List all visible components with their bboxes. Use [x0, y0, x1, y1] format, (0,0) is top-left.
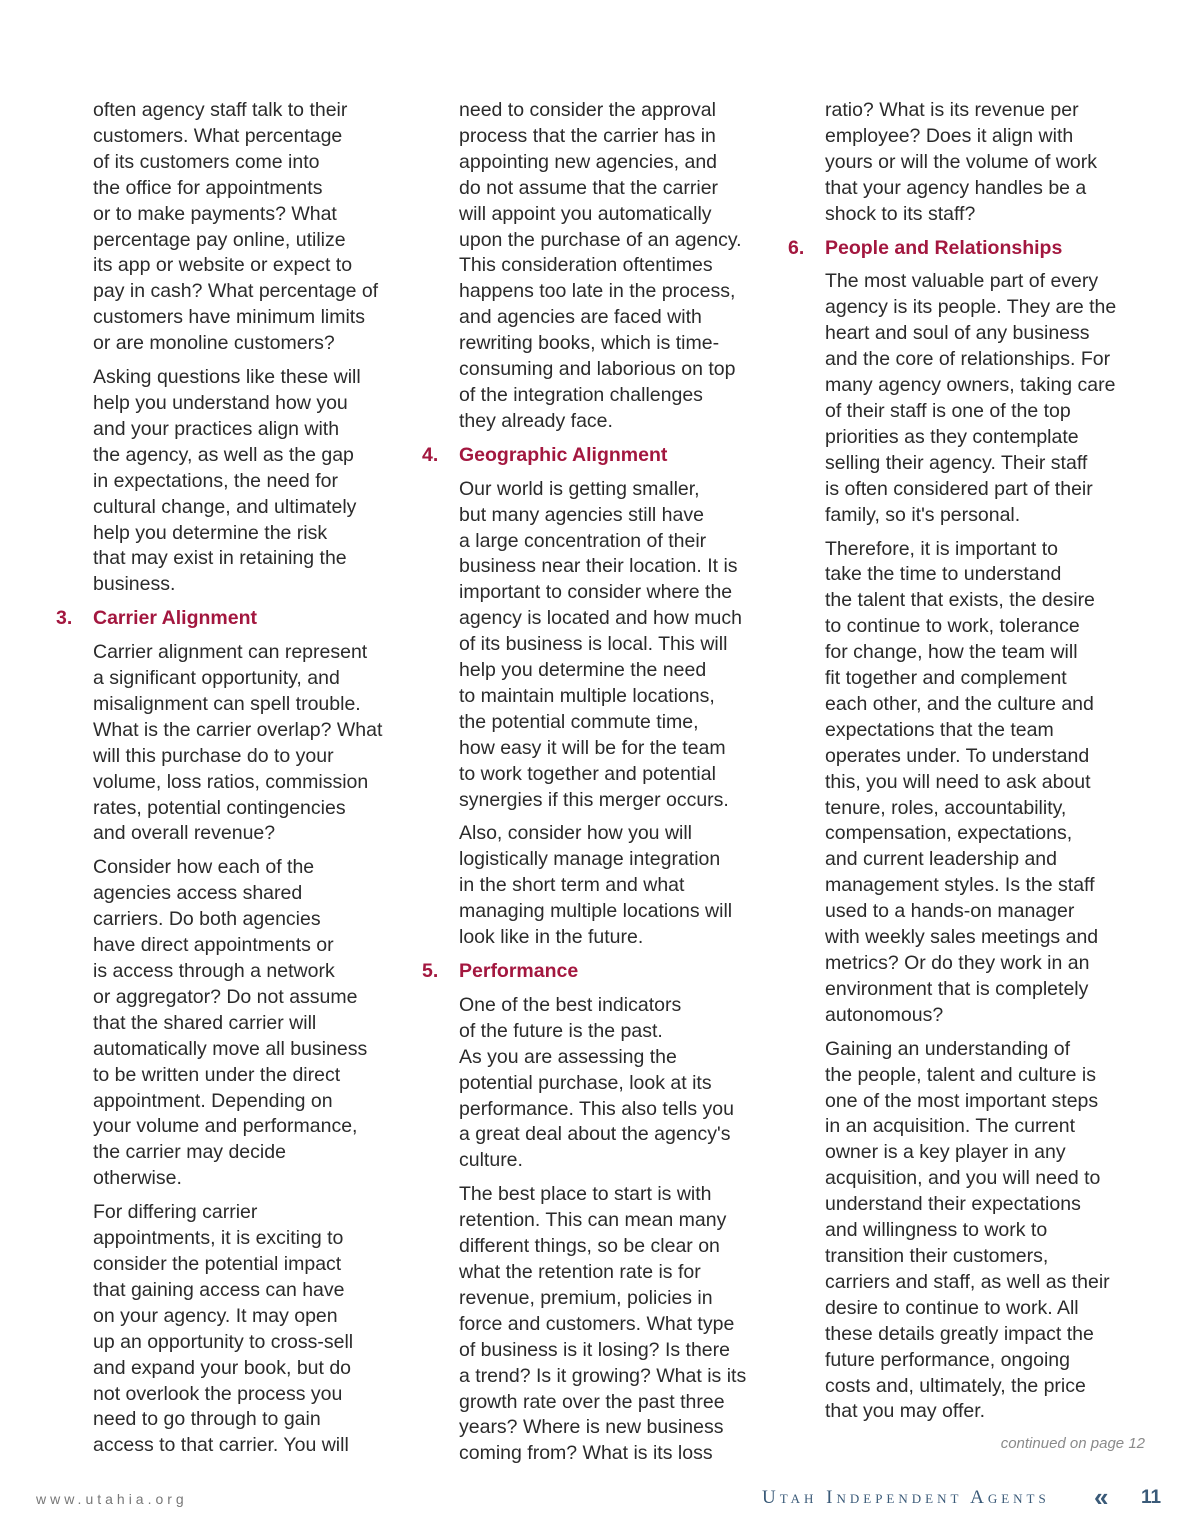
- section-title: People and Relationships: [825, 236, 1063, 259]
- paragraph: Gaining an understanding of the people, talent and culture is one of the most important steps in an acquisition. The current owner is a key player in any acquisition, and you will need to understand their expectations and willingness to work to transition their customers, carriers and staff, as well as their desire to continue to work. All these details greatly impact the future performance, ongoing costs and, ultimately, the price that you may offer.: [825, 1037, 1110, 1423]
- section-title: Geographic Alignment: [459, 443, 668, 466]
- chevron-left-icon: «: [1094, 1482, 1109, 1512]
- section-number: 4.: [422, 443, 439, 466]
- paragraph: often agency staff talk to their customers. What percentage of its customers come into the office for appointments or to make payments? What percentage pay online, utilize its app or website or expect to pay in cash? What percentage of customers have minimum limits or are monoline customers?: [93, 99, 379, 355]
- paragraph: Carrier alignment can represent a significant opportunity, and misalignment can spell trouble. What is the carrier overlap? What will this purchase do to your volume, loss ratios, commission rates, potential contingencies and overall revenue?: [93, 641, 383, 845]
- paragraph: The most valuable part of every agency is its people. They are the heart and soul of any business and the core of relationships. For many agency owners, taking care of their staff is one of the top priorities as they contemplate selling their agency. Their staff is often considered part of their family, so it's personal.: [825, 270, 1117, 526]
- footer-website: www.utahia.org: [36, 1491, 188, 1507]
- column-2: [422, 98, 762, 1475]
- paragraph: Therefore, it is important to take the time to understand the talent that exists, the desire to continue to work, tolerance for change, how the team will fit together and complement each other, and the culture and expectations that the team operates under. To understand this, you will need to ask about tenure, roles, accountability, compensation, expectations, and current leadership and management styles. Is the staff used to a hands-on manager with weekly sales meetings and metrics? Or do they work in an environment that is completely autonomous?: [825, 537, 1099, 1026]
- page-number: 11: [1141, 1487, 1162, 1508]
- continued-note: continued on page 12: [1000, 1435, 1145, 1452]
- section-number: 6.: [788, 236, 805, 259]
- section-number: 5.: [422, 960, 439, 982]
- paragraph: need to consider the approval process that the carrier has in appointing new agencies, and do not assume that the carrier will appoint you automatically upon the purchase of an agency. This consideration oftentimes happens too late in the process, and agencies are faced with rewriting books, which is time- consuming and laborious on top of the integration challenges they already face.: [459, 99, 742, 432]
- paragraph: Asking questions like these will help you understand how you and your practices align with the agency, as well as the gap in expectations, the need for cultural change, and ultimately help you determine the risk that may exist in retaining the business.: [93, 366, 361, 596]
- column-1: [56, 98, 396, 1467]
- section-title: Performance: [459, 960, 579, 982]
- section-heading-people-relationships: [788, 236, 1128, 262]
- column-3: [788, 98, 1128, 1433]
- paragraph: ratio? What is its revenue per employee? Does it align with yours or will the volume of work that your agency handles be a shock to its staff?: [825, 99, 1098, 225]
- section-title: Carrier Alignment: [93, 607, 257, 630]
- paragraph: One of the best indicators of the future is the past. As you are assessing the potential purchase, look at its performance. This also tells you a great deal about the agency's culture.: [459, 993, 734, 1172]
- section-number: 3.: [56, 607, 73, 630]
- footer-magazine-title: Utah Independent Agents: [762, 1487, 1050, 1508]
- paragraph: Consider how each of the agencies access shared carriers. Do both agencies have direct appointments or is access through a network or aggregator? Do not assume that the shared carrier will automatically move all business to be written under the direct appointment. Depending on your volume and performance, the carrier may decide otherwise.: [93, 856, 368, 1190]
- section-heading-carrier-alignment: [56, 606, 396, 632]
- paragraph: For differing carrier appointments, it is exciting to consider the potential impact that gaining access can have on your agency. It may open up an opportunity to cross-sell and expand your book, but do not overlook the process you need to go through to gain access to that carrier. You will: [93, 1201, 354, 1457]
- paragraph: Also, consider how you will logistically manage integration in the short term and what managing multiple locations will look like in the future.: [459, 822, 733, 949]
- section-heading-performance: [422, 959, 762, 985]
- section-heading-geographic-alignment: [422, 443, 762, 469]
- paragraph: The best place to start is with retention. This can mean many different things, so be clear on what the retention rate is for revenue, premium, policies in force and customers. What type of business is it losing? Is there a trend? Is it growing? What is its growth rate over the past three years? Where is new business coming from? What is its loss: [459, 1183, 747, 1465]
- paragraph: Our world is getting smaller, but many agencies still have a large concentration of their business near their location. It is important to consider where the agency is located and how much of its business is local. This will help you determine the need to maintain multiple locations, the potential commute time, how easy it will be for the team to work together and potential synergies if this merger occurs.: [459, 477, 742, 811]
